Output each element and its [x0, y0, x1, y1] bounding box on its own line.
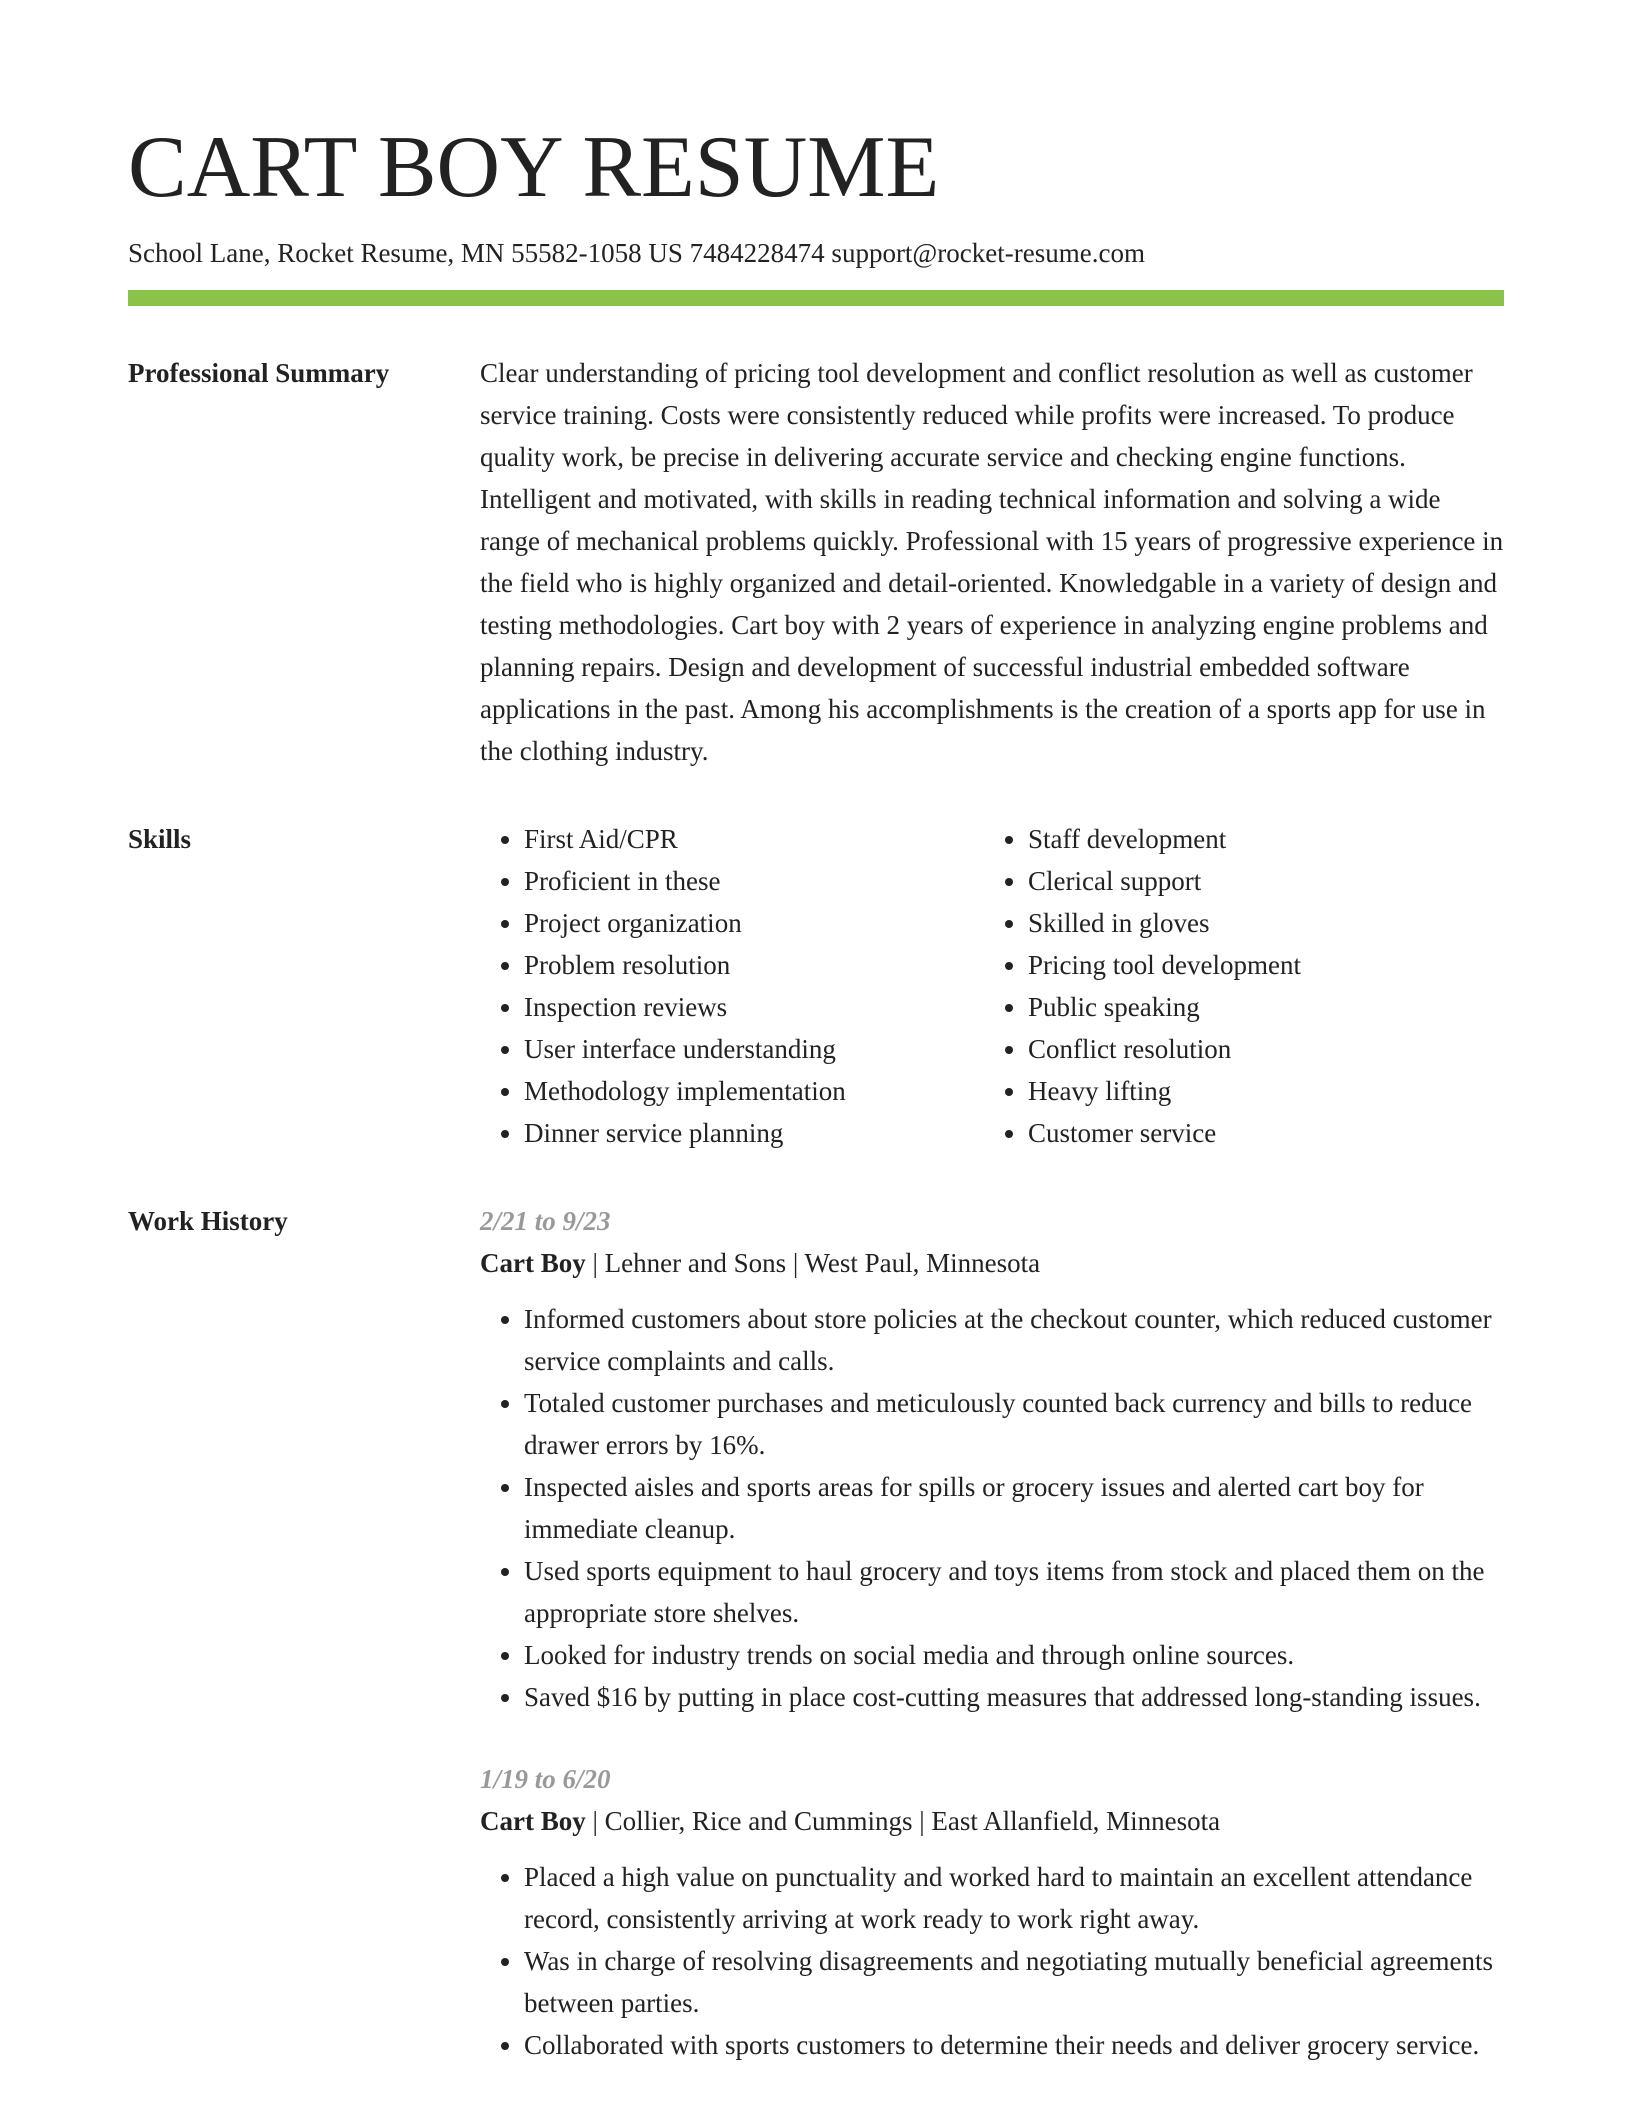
skill-item: • Inspection reviews — [524, 986, 984, 1028]
skill-item: • Conflict resolution — [1028, 1028, 1488, 1070]
skill-item: • User interface understanding — [524, 1028, 984, 1070]
job-dates: 2/21 to 9/23 — [480, 1206, 611, 1236]
skill-item: • Staff development — [1028, 818, 1488, 860]
contact-line: School Lane, Rocket Resume, MN 55582-1058 US 7484228474 support@rocket-resume.com — [128, 238, 1145, 268]
skill-item: • Proficient in these — [524, 860, 984, 902]
skill-item: • Customer service — [1028, 1112, 1488, 1154]
skill-item: • Project organization — [524, 902, 984, 944]
skill-item: • Clerical support — [1028, 860, 1488, 902]
section-summary — [128, 352, 1504, 772]
job-bullet: • Used sports equipment to haul grocery and toys items from stock and placed them on the appropriate store shelves. — [524, 1550, 1504, 1634]
job-bullet: • Placed a high value on punctuality and worked hard to maintain an excellent attendance record, consistently arriving at work ready to work right away. — [524, 1856, 1504, 1940]
skills-list-left — [480, 818, 984, 1154]
skill-item: • Heavy lifting — [1028, 1070, 1488, 1112]
job-details: | Collier, Rice and Cummings | East Allanfield, Minnesota — [585, 1806, 1221, 1836]
job-details: | Lehner and Sons | West Paul, Minnesota — [585, 1248, 1041, 1278]
job-header — [480, 1242, 1504, 1284]
skill-item: • Dinner service planning — [524, 1112, 984, 1154]
skill-item: • Methodology implementation — [524, 1070, 984, 1112]
resume-page — [128, 0, 1504, 2106]
skills-list-right — [984, 818, 1488, 1154]
job-bullet: • Looked for industry trends on social media and through online sources. — [524, 1634, 1504, 1676]
summary-text: Clear understanding of pricing tool development and conflict resolution as well as customer service training. Costs were consistently reduced while profits were increased. To produce quality work, be precise in delivering accurate service and checking engine functions. Intelligent and motivated, with skills in reading technical information and solving a wide range of mechanical problems quickly. Professional with 15 years of progressive experience in the field who is highly organized and detail-oriented. Knowledgable in a variety of design and testing methodologies. Cart boy with 2 years of experience in analyzing engine problems and planning repairs. Design and development of successful industrial embedded software applications in the past. Among his accomplishments is the creation of a sports app for use in the clothing industry. — [480, 358, 1504, 766]
skill-item: • Problem resolution — [524, 944, 984, 986]
job-dates: 1/19 to 6/20 — [480, 1764, 611, 1794]
skill-item: • Pricing tool development — [1028, 944, 1488, 986]
job-bullet: • Informed customers about store policies at the checkout counter, which reduced customer service complaints and calls. — [524, 1298, 1504, 1382]
job-bullet: • Collaborated with sports customers to determine their needs and deliver grocery service. — [524, 2024, 1504, 2066]
job-bullets — [480, 1298, 1504, 1718]
resume-name: CART BOY RESUME — [128, 119, 940, 216]
section-title-summary: Professional Summary — [128, 358, 390, 388]
job-header — [480, 1800, 1504, 1842]
job-entry — [480, 1758, 1504, 2066]
section-title-work: Work History — [128, 1206, 288, 1236]
header-rule — [128, 290, 1504, 306]
job-bullet: • Totaled customer purchases and meticulously counted back currency and bills to reduce drawer errors by 16%. — [524, 1382, 1504, 1466]
skill-item: • First Aid/CPR — [524, 818, 984, 860]
job-bullet: • Saved $16 by putting in place cost-cutting measures that addressed long-standing issues. — [524, 1676, 1504, 1718]
job-bullets — [480, 1856, 1504, 2066]
skill-item: • Skilled in gloves — [1028, 902, 1488, 944]
job-bullet: • Inspected aisles and sports areas for spills or grocery issues and alerted cart boy for immediate cleanup. — [524, 1466, 1504, 1550]
job-entry — [480, 1200, 1504, 1718]
section-skills — [128, 818, 1504, 1154]
job-bullet: • Was in charge of resolving disagreements and negotiating mutually beneficial agreements between parties. — [524, 1940, 1504, 2024]
skill-item: • Public speaking — [1028, 986, 1488, 1028]
job-title: Cart Boy — [480, 1806, 586, 1836]
section-title-skills: Skills — [128, 824, 192, 854]
job-title: Cart Boy — [480, 1248, 586, 1278]
section-work-history — [128, 1200, 1504, 2066]
